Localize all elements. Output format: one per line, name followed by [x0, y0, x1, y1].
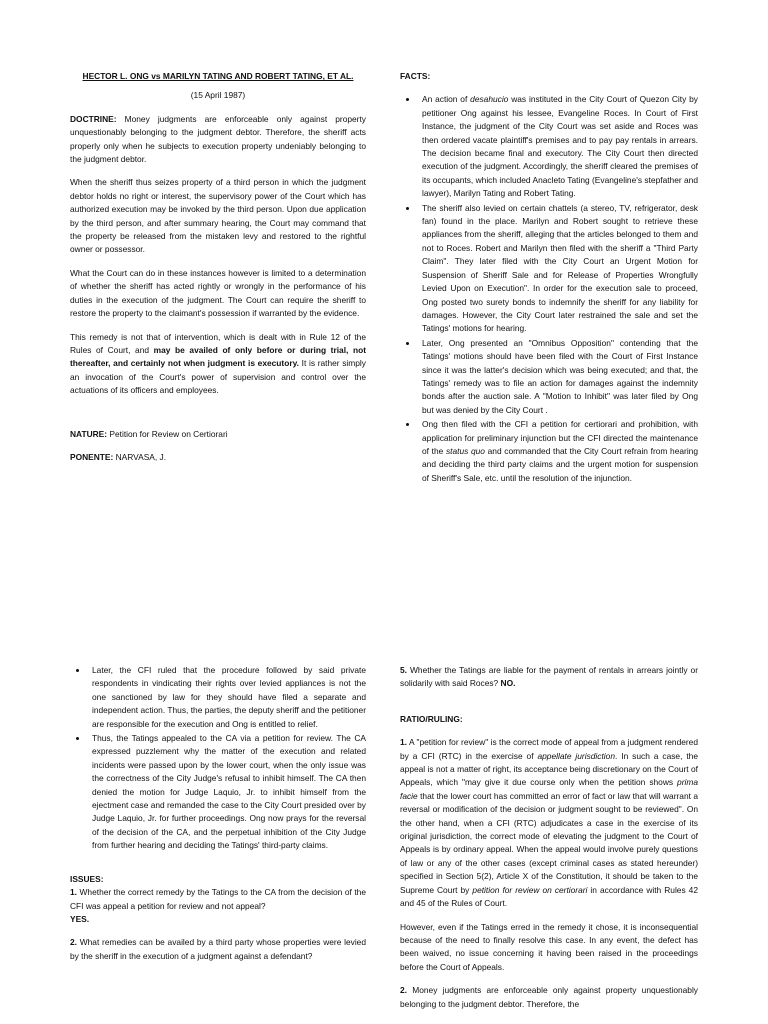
ruling-1	[400, 736, 698, 910]
ruling-1-number: 1.	[400, 737, 407, 748]
fact4-text-italic: status quo	[445, 445, 485, 456]
doctrine-paragraph-2: When the sheriff thus seizes property of a third person in which the judgment debtor holds no right or interest, the supervisory power of the Court which has authorized execution may be invoked by the third person. Upon due application by the third person, and after summary hearing, the Court may command that the property be released from the mistaken levy and restored to the rightful owner or possessor.	[70, 177, 366, 255]
ruling-1-text-e: that the lower court has committed an error of fact or law that will warrant a reversal or modification of the decision or judgment sought to be reviewed". On the other hand, when a CFI (RTC) adjudicates a case in the exercise of its original jurisdiction, the correct mode of elevating the judgment to the Court of Appeals is by ordinary appeal. When the appeal would involve purely questions of law or any of the other cases (except criminal cases as stated hereunder) specified in Section 5(2), Article X of the Constitution, it should be taken to the Supreme Court by	[400, 790, 698, 895]
list-item: • The sheriff also levied on certain chattels (a stereo, TV, refrigerator, desk fan) found in the place. Marilyn and Robert sought to retrieve these appliances from the sheriff, alleging that the articles belonged to them and not to Roces. Robert and Marilyn then filed with the sheriff a "Third Party Claim". They later filed with the City Court an Urgent Motion for Suspension of Sheriff Sale and for Release of Properties Wrongfully Levied Upon on Execution". In order for the execution sale to proceed, Ong posted two surety bonds to indemnify the sheriff for any liability for damages. However, the City Court later restrained the sale and set the Tatings' motions for hearing.	[418, 202, 698, 336]
ruling-2	[400, 984, 698, 1011]
fact4-text-c: and commanded that the City Court refrain from hearing and deciding the third party claims and the urgent motion for suspension of Sheriff's Sale, etc. until the resolution of the injunction.	[422, 445, 698, 483]
issue-1-answer: YES.	[70, 913, 90, 924]
para4-text-c: It is rather simply an invocation of the Court's power of supervision and control over the actuations of its officers and employees.	[70, 358, 366, 396]
list-item	[418, 93, 698, 200]
case-title: HECTOR L. ONG vs MARILYN TATING AND ROBERT TATING, ET AL.	[82, 71, 354, 81]
facts-label: FACTS:	[400, 71, 431, 81]
issue-1	[70, 886, 366, 926]
ruling-1-italic-b: appellate jurisdiction	[537, 750, 615, 761]
para4-text-bold: may be availed of only before or during trial, not thereafter, and certainly not when judgment is executory.	[70, 344, 366, 369]
ruling-1-text-g: in accordance with Rules 42 and 45 of the Rules of Court.	[400, 884, 698, 909]
list-item: • Later, Ong presented an "Omnibus Opposition" contending that the Tatings' motions should have been filed with the Court of First Instance since it was the latter's decision which was being executed; and that, the Tatings' remedy was to file an action for damages against the indemnity bonds after the auction sale. A "Motion to Inhibit" was later filed by Ong but was denied by the City Court .	[418, 337, 698, 417]
doctrine-paragraph	[70, 113, 366, 167]
ruling-2-number: 2.	[400, 985, 407, 996]
ruling-1-text-c: . In such a case, the appeal is not a matter of right, its acceptance being discretionary on the Court of Appeals, which "may give it due course only when the petition shows	[400, 750, 698, 788]
top-right-column	[400, 70, 698, 486]
issue-1-number: 1.	[70, 887, 77, 898]
top-left-column	[70, 70, 366, 474]
issue-5	[400, 664, 698, 691]
list-item	[418, 418, 698, 485]
fact1-text-c: was instituted in the City Court of Quezon City by petitioner Ong against his lessee, Evangeline Roces. In Court of First Instance, the judgment of the City Court was set aside and Roces was then ordered vacate plaintiff's premises and to pay pay rentals in arrears. The decision became final and executory. The City Court then directed execution of the judgment. Accordingly, the sheriff cleared the premises of its occupants, which included Anacleto Tating (Evangeline's stepfather and lawyer), Marilyn Tating and Robert Tating.	[422, 94, 698, 199]
ruling-2-text: Money judgments are enforceable only against property unquestionably belonging to the judgment debtor. Therefore, the	[400, 985, 698, 1009]
ponente-label: PONENTE:	[70, 451, 114, 462]
doctrine-label: DOCTRINE:	[70, 113, 117, 124]
issue-2-text: What remedies can be availed by a third party whose properties were levied by the sheriff in the execution of a judgment against a defendant?	[70, 937, 366, 961]
bottom-right-column	[400, 664, 698, 1021]
list-item: • Thus, the Tatings appealed to the CA via a petition for review. The CA expressed puzzlement why the matter of the execution and related incidents were passed upon by the lower court, when the only issue was the correctness of the City Judge's refusal to inhibit himself. The CA then denied the motion for Judge Laquio, Jr. to inhibit himself from the ejectment case and remanded the case to the City Court presided over by Judge Laquio, Jr. for further proceedings. Ong now prays for the reversal of the decision of the CA, and the perpetual inhibition of the City Judge from further hearing and deciding the Tatings' third-party claims.	[88, 732, 366, 853]
doctrine-text: Money judgments are enforceable only against property unquestionably belonging to the judgment debtor. Therefore, the sheriff acts properly only when he subjects to execution property undeniably belonging to the judgment debtor.	[70, 113, 366, 165]
ponente-text: NARVASA, J.	[113, 451, 167, 462]
ruling-1-text-a: A "petition for review" is the correct mode of appeal from a judgment rendered by a CFI (RTC) in the exercise of	[400, 737, 698, 761]
issue-2-number: 2.	[70, 937, 77, 948]
issue-5-text: Whether the Tatings are liable for the payment of rentals in arrears jointly or solidarily with said Roces?	[400, 665, 698, 689]
issue-5-number: 5.	[400, 665, 407, 675]
ruling-1-italic-f: petition for review on certiorari	[472, 884, 588, 895]
nature-text: Petition for Review on Certiorari	[107, 428, 228, 439]
para4-text-a: This remedy is not that of intervention, which is dealt with in Rule 12 of the Rules of Court, and	[70, 331, 366, 355]
nature-label: NATURE:	[70, 428, 108, 439]
issue-5-answer: NO.	[498, 678, 516, 689]
doctrine-paragraph-3: What the Court can do in these instances however is limited to a determination of whether the sheriff has acted rightly or wrongly in the performance of his duties in the execution of the judgment. The Court can require the sheriff to restore the property to the claimant's possession if warranted by the evidence.	[70, 267, 366, 319]
case-date: (15 April 1987)	[190, 90, 246, 101]
fact1-text-italic: desahucio	[470, 94, 509, 105]
fact4-text-a: Ong then filed with the CFI a petition for certiorari and prohibition, with application for preliminary injunction but the CFI directed the maintenance of the	[422, 419, 698, 456]
list-item: • Later, the CFI ruled that the procedure followed by said private respondents in vindicating their rights over levied appliances is not the one sanctioned by law for they should have filed a separate and independent action. Thus, the parties, the deputy sheriff and the petitioner are responsible for the execution and Ong is entitled to relief.	[88, 664, 366, 731]
doctrine-paragraph-4	[70, 331, 366, 398]
facts-list	[400, 93, 698, 485]
issue-2	[70, 936, 366, 963]
ruling-1-italic-d: prima facie	[400, 777, 698, 801]
issues-label	[70, 873, 366, 886]
nature-line	[70, 428, 366, 441]
issues-label-text: ISSUES:	[70, 873, 104, 884]
ratio-label: RATIO/RULING:	[400, 713, 463, 724]
ponente-line	[70, 451, 366, 464]
fact1-text-a: An action of	[422, 94, 471, 105]
issue-1-text: Whether the correct remedy by the Tatings to the CA from the decision of the CFI was appeal a petition for review and not appeal?	[70, 887, 366, 911]
bottom-left-column	[70, 664, 366, 973]
ruling-1-paragraph-2: However, even if the Tatings erred in the remedy it chose, it is inconsequential because of the need to finally resolve this case. In any event, the defect has been waived, no issue concerning it having been raised in the proceedings before the Court of Appeals.	[400, 921, 698, 972]
facts-list-continued	[70, 664, 366, 853]
